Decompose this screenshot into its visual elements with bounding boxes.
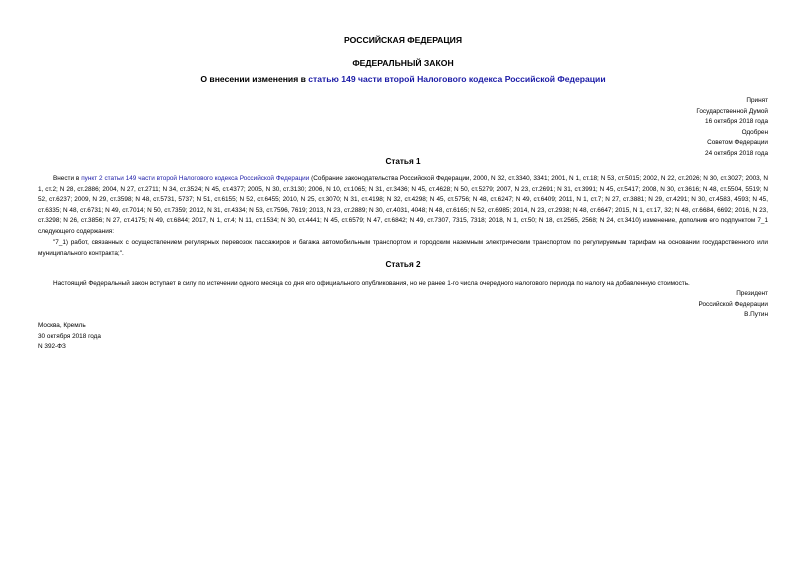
article-1-intro-rest: (Собрание законодательства Российской Федерации, 2000, N 32, ст.3340, 3341; 2001, N 1, ст.18; N 53, ст.5015; 2002, N 22, ст.2026; N 30, ст.3027; 2003, N 1, ст.2; N 28, ст.2886; 2004, N 27, ст.2711; N 34, ст.3524; N 45, ст.4377; 2005, N 30, ст.3130; 2006, N 10, ст.1065; N 31, ст.3436; N 45, ст.4628; N 50, ст.5279; 2007, N 23, ст.2691; N 31, ст.3991; N 45, ст.5417; 2008, N 30, ст.3616; N 48, ст.5504, 5519; N 52, ст.6237; 2009, N 29, ст.3598; N 48, ст.5731, 5737; N 51, ст.6155; N 52, ст.6455; 2010, N 25, ст.3070; N 31, ст.4198; N 32, ст.4298; N 45, ст.5756; N 48, ст.6247; N 49, ст.6409; 2011, N 1, ст.7; N 27, ст.3881; N 29, ст.4291; N 30, ст.4583, 4593; N 45, ст.6335; N 48, ст.6731; N 49, ст.7014; N 50, ст.7359; 2012, N 31, ст.4334; N 53, ст.7596, 7619; 2013, N 23, ст.2889; N 30, ст.4031, 4048; N 48, ст.6165; N 52, ст.6985; 2014, N 23, ст.2938; N 48, ст.6647; 2015, N 1, ст.17, 32; N 48, ст.6684, 6692; 2016, N 23, ст.3298; N 26, ст.3856; N 27, ст.4175; N 49, ст.6844; 2017, N 1, ст.4; N 11, ст.1534; N 30, ст.4441; N 45, ст.6579; N 47, ст.6842; N 49, ст.7307, 7315, 7318; 2018, N 1, ст.50; N 18, ст.2565, 2568; N 24, ст.3410) изменение, дополнив его подпунктом 7_1 следующего содержания: xyxy=(38,175,769,235)
law-name-heading xyxy=(38,74,768,85)
article-1-intro-link[interactable]: пункт 2 статьи 149 части второй Налогового кодекса Российской Федерации xyxy=(81,175,310,182)
article-1-intro-prefix: Внести в xyxy=(53,175,82,182)
place-date-block xyxy=(38,321,101,353)
article-2-heading: Статья 2 xyxy=(385,260,421,269)
signing-place: Москва, Кремль xyxy=(38,322,86,329)
law-number: N 392-ФЗ xyxy=(38,343,66,351)
adopted-label: Принят xyxy=(746,97,768,104)
law-name-link[interactable]: статью 149 части второй Налогового кодекса Российской Федерации xyxy=(308,74,606,84)
law-type-heading: ФЕДЕРАЛЬНЫЙ ЗАКОН xyxy=(352,58,454,68)
article-1-quote: "7_1) работ, связанных с осуществлением регулярных перевозок пассажиров и багажа автомобильным транспортом и городским наземным электрическим транспортом по регулируемым тарифам на основании государственного или муниципального контракта;". xyxy=(38,239,768,257)
signature-name: В.Путин xyxy=(744,311,768,319)
adopted-date: 16 октября 2018 года xyxy=(705,118,768,126)
article-1-heading: Статья 1 xyxy=(385,157,421,166)
approved-by: Советом Федерации xyxy=(707,139,768,147)
approved-label: Одобрен xyxy=(741,128,768,136)
article-2-paragraph: Настоящий Федеральный закон вступает в силу по истечении одного месяца со дня его официального опубликования, но не ранее 1-го числа очередного налогового периода по налогу на добавленную стоимость. xyxy=(53,280,690,287)
adopted-by: Государственной Думой xyxy=(696,107,768,115)
approved-date: 24 октября 2018 года xyxy=(705,149,768,157)
signature-title: Президент xyxy=(736,290,768,297)
article-1-paragraph xyxy=(38,174,768,238)
law-name-prefix: О внесении изменения в xyxy=(200,74,309,84)
signature-block xyxy=(38,289,768,321)
signature-country: Российской Федерации xyxy=(698,300,768,308)
document-title: РОССИЙСКАЯ ФЕДЕРАЦИЯ xyxy=(343,35,463,45)
adoption-block xyxy=(38,96,768,160)
signing-date: 30 октября 2018 года xyxy=(38,332,101,340)
